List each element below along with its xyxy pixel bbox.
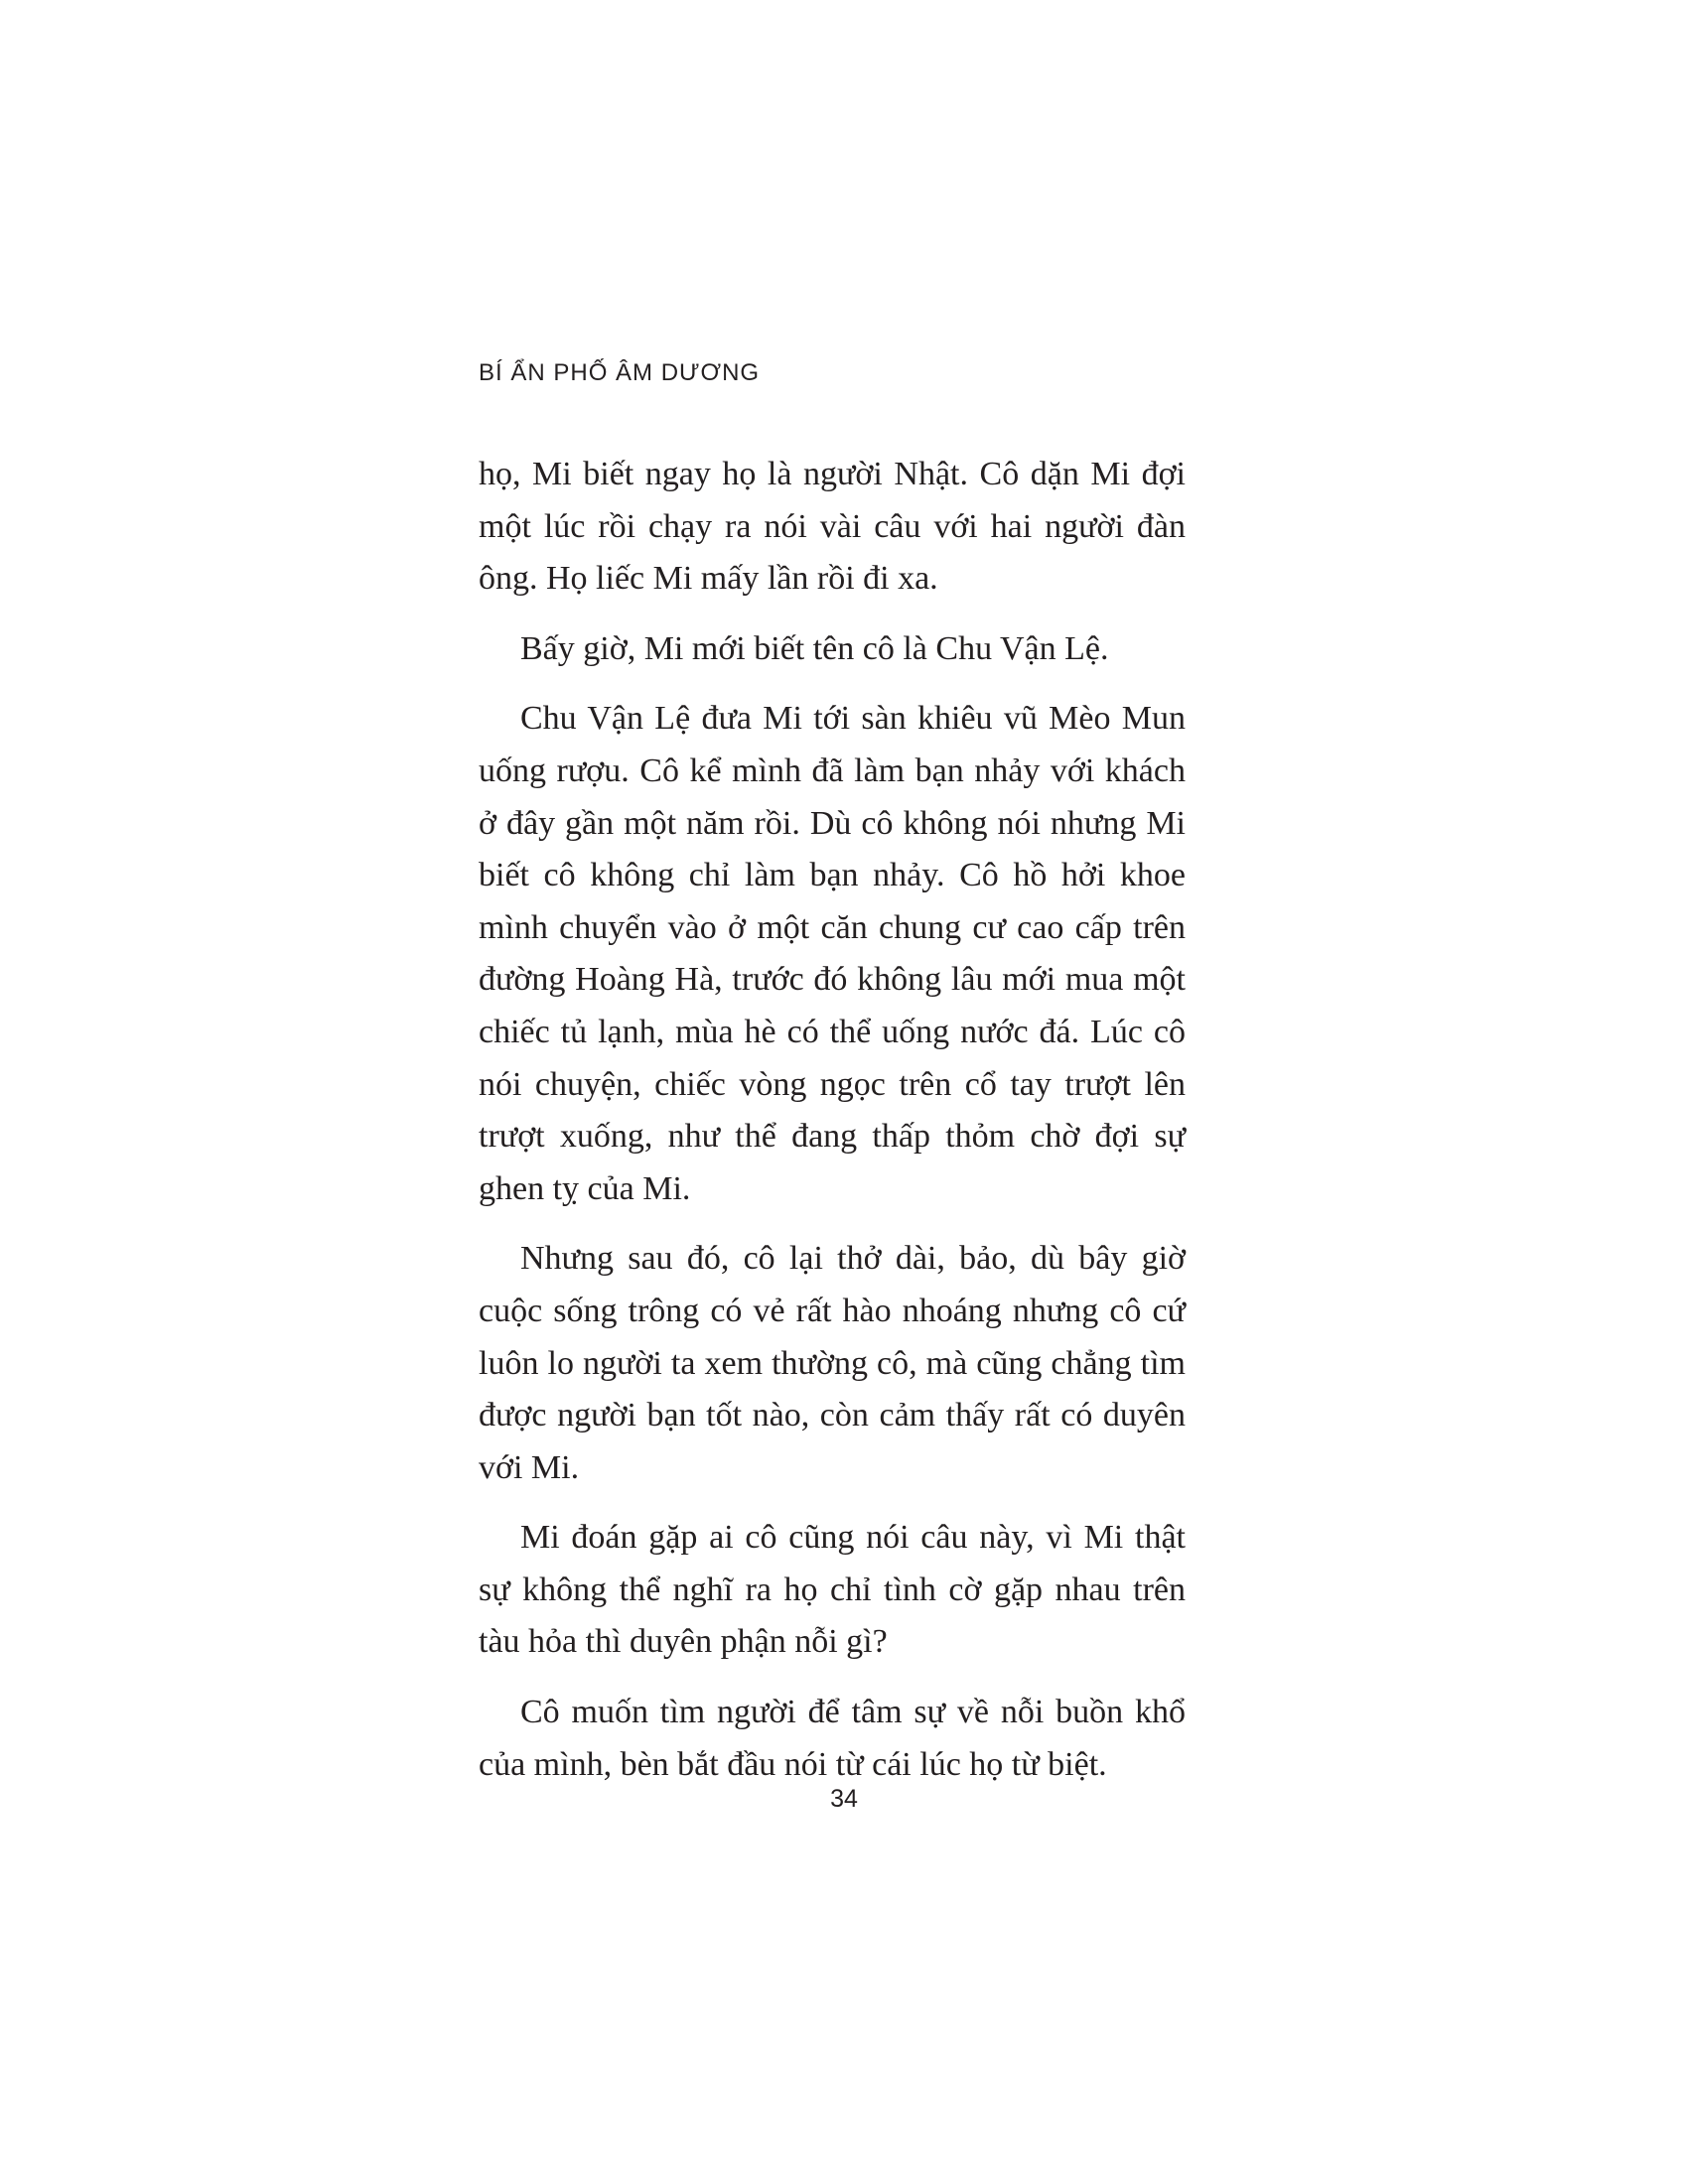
paragraph: Cô muốn tìm người để tâm sự về nỗi buồn khổ của mình, bèn bắt đầu nói từ cái lúc họ từ biệt. <box>479 1694 1186 1783</box>
running-header: BÍ ẨN PHỐ ÂM DƯƠNG <box>479 359 761 386</box>
page-number: 34 <box>830 1785 858 1813</box>
paragraph: Chu Vận Lệ đưa Mi tới sàn khiêu vũ Mèo Mun uống rượu. Cô kể mình đã làm bạn nhảy với khách ở đây gần một năm rồi. Dù cô không nói nhưng Mi biết cô không chỉ làm bạn nhảy. Cô hồ hởi khoe mình chuyển vào ở một căn chung cư cao cấp trên đường Hoàng Hà, trước đó không lâu mới mua một chiếc tủ lạnh, mùa hè có thể uống nước đá. Lúc cô nói chuyện, chiếc vòng ngọc trên cổ tay trượt lên trượt xuống, như thể đang thấp thỏm chờ đợi sự ghen tỵ của Mi. <box>479 700 1186 1207</box>
paragraph: họ, Mi biết ngay họ là người Nhật. Cô dặn Mi đợi một lúc rồi chạy ra nói vài câu với hai người đàn ông. Họ liếc Mi mấy lần rồi đi xa. <box>479 456 1186 598</box>
paragraph: Mi đoán gặp ai cô cũng nói câu này, vì Mi thật sự không thể nghĩ ra họ chỉ tình cờ gặp nhau trên tàu hỏa thì duyên phận nỗi gì? <box>479 1519 1186 1661</box>
paragraph: Nhưng sau đó, cô lại thở dài, bảo, dù bây giờ cuộc sống trông có vẻ rất hào nhoáng nhưng cô cứ luôn lo người ta xem thường cô, mà cũng chẳng tìm được người bạn tốt nào, còn cảm thấy rất có duyên với Mi. <box>479 1240 1186 1486</box>
body-text <box>479 449 1186 1809</box>
paragraph: Bấy giờ, Mi mới biết tên cô là Chu Vận Lệ. <box>520 629 1109 667</box>
